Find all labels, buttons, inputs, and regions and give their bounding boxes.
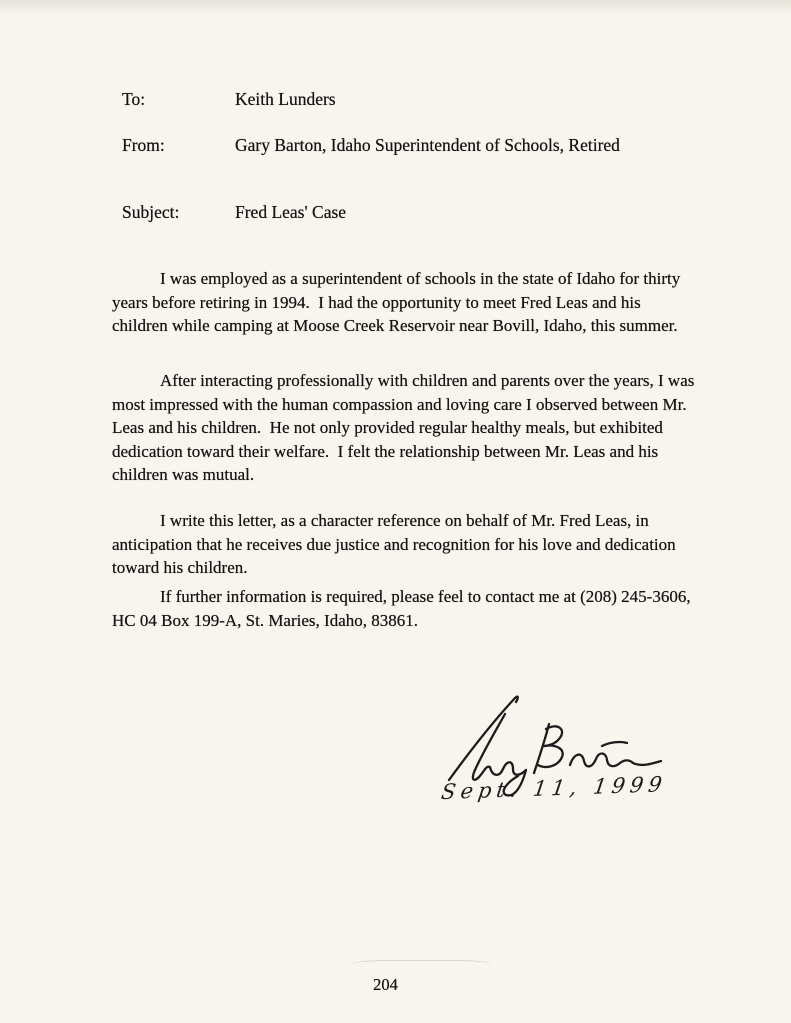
memo-from-value: Gary Barton, Idaho Superintendent of Schools, Retired bbox=[235, 135, 620, 155]
letter-paragraph-1: I was employed as a superintendent of schools in the state of Idaho for thirty years before retiring in 1994. I had the opportunity to meet Fred Leas and his children while camping at Moose Creek Reservoir near Bovill, Idaho, this summer. bbox=[112, 269, 685, 335]
letter-paragraph-4: If further information is required, please feel to contact me at (208) 245-3606, HC 04 Box 199-A, St. Maries, Idaho, 83861. bbox=[112, 587, 695, 630]
memo-to-label: To: bbox=[122, 89, 146, 109]
memo-from-row bbox=[122, 134, 620, 157]
signature-stroke-tbar bbox=[602, 742, 627, 746]
memo-from-label: From: bbox=[122, 135, 165, 155]
signature-date: Sept. 11, 1999 bbox=[439, 772, 669, 805]
memo-to-row bbox=[122, 88, 336, 111]
memo-subject-row bbox=[122, 201, 346, 224]
signature-stroke-arton bbox=[570, 753, 661, 766]
memo-to-value: Keith Lunders bbox=[235, 89, 336, 109]
scan-shadow-top bbox=[0, 0, 791, 14]
letter-paragraph-2: After interacting professionally with children and parents over the years, I was most impressed with the human compassion and loving care I observed between Mr. Leas and his children. He not only provided regular healthy meals, but exhibited dedication toward their welfare. I felt the relationship between Mr. Leas and his children was mutual. bbox=[112, 371, 699, 484]
signature-stroke-b bbox=[534, 724, 563, 773]
scan-artifact-line bbox=[352, 960, 492, 969]
signature-block bbox=[425, 688, 675, 828]
page-number: 204 bbox=[373, 975, 398, 994]
signature-stroke-flourish bbox=[449, 697, 518, 780]
letter-paragraph-3: I write this letter, as a character reference on behalf of Mr. Fred Leas, in anticipation that he receives due justice and recognition for his love and dedication toward his children. bbox=[112, 511, 680, 577]
memo-subject-label: Subject: bbox=[122, 202, 180, 222]
memo-subject-value: Fred Leas' Case bbox=[235, 202, 347, 222]
